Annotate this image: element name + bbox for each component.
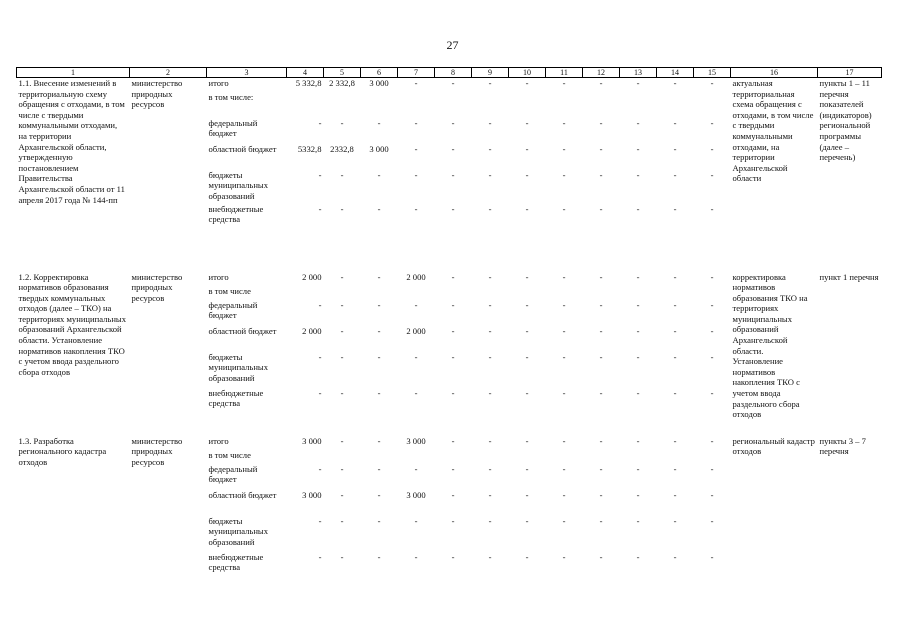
funding-value: - xyxy=(318,351,322,362)
column-number: 10 xyxy=(509,68,546,78)
funding-value: - xyxy=(451,515,455,526)
funding-value: - xyxy=(562,515,566,526)
funding-value: - xyxy=(673,203,677,214)
funding-value: - xyxy=(673,489,677,500)
funding-value: - xyxy=(377,551,381,562)
funding-value: 2 000 xyxy=(406,325,426,336)
funding-value xyxy=(620,92,657,118)
funding-value: - xyxy=(673,271,677,282)
funding-value: - xyxy=(673,117,677,128)
measure-title: 1.1. Внесение изменений в территориальную схему обращения с отходами, в том числе с твердыми коммунальными отходами, на территории Архангельской области, утвержденную постановлением Правительства Архангельской области от 11 апреля 2017 года № 144-пп xyxy=(18,78,125,205)
funding-value xyxy=(398,450,435,464)
block-spacer-cell xyxy=(17,422,882,436)
table-row xyxy=(17,272,882,286)
funding-value xyxy=(472,450,509,464)
funding-value xyxy=(287,450,324,464)
funding-value: - xyxy=(340,463,344,474)
funding-value xyxy=(583,92,620,118)
funding-value: - xyxy=(488,489,492,500)
funding-value: - xyxy=(599,351,603,362)
funding-value: - xyxy=(599,117,603,128)
funding-source-label: бюджеты муниципальных образований xyxy=(208,351,268,383)
funding-value: - xyxy=(562,169,566,180)
funding-value: - xyxy=(562,351,566,362)
funding-source-label: бюджеты муниципальных образований xyxy=(208,169,268,201)
funding-value: - xyxy=(673,78,677,88)
responsible-executor: министерство природных ресурсов xyxy=(131,78,183,110)
funding-value: - xyxy=(525,203,529,214)
column-number: 3 xyxy=(207,68,287,78)
funding-value: - xyxy=(340,271,344,282)
funding-value: - xyxy=(488,117,492,128)
funding-value: 2 000 xyxy=(302,271,322,282)
funding-value: - xyxy=(562,387,566,398)
funding-value: - xyxy=(377,387,381,398)
column-number: 4 xyxy=(287,68,324,78)
funding-value: - xyxy=(562,78,566,88)
funding-value xyxy=(287,92,324,118)
funding-value: 3 000 xyxy=(406,435,426,446)
funding-value: - xyxy=(562,203,566,214)
funding-value: - xyxy=(562,271,566,282)
funding-value xyxy=(694,450,731,464)
funding-value: - xyxy=(340,435,344,446)
funding-value: - xyxy=(318,117,322,128)
funding-value: - xyxy=(377,271,381,282)
funding-value: - xyxy=(525,387,529,398)
funding-value: - xyxy=(414,515,418,526)
funding-value: 3 000 xyxy=(406,489,426,500)
funding-value: - xyxy=(525,78,529,88)
column-number: 6 xyxy=(361,68,398,78)
funding-value: - xyxy=(599,78,603,88)
funding-value: - xyxy=(562,117,566,128)
funding-value: - xyxy=(673,325,677,336)
funding-source-label: федеральный бюджет xyxy=(208,117,258,139)
funding-value: 5332,8 xyxy=(297,143,322,154)
funding-value: - xyxy=(636,143,640,154)
funding-value: - xyxy=(340,551,344,562)
page-number: 27 xyxy=(446,38,459,52)
funding-value: - xyxy=(451,78,455,88)
funding-value: - xyxy=(710,271,714,282)
funding-value xyxy=(546,286,583,300)
funding-value: - xyxy=(414,299,418,310)
funding-value xyxy=(287,286,324,300)
funding-value: - xyxy=(451,143,455,154)
funding-value: - xyxy=(710,489,714,500)
funding-value: - xyxy=(636,203,640,214)
funding-value: - xyxy=(525,551,529,562)
funding-value: - xyxy=(318,203,322,214)
funding-value: - xyxy=(636,325,640,336)
column-number: 16 xyxy=(731,68,818,78)
funding-value: - xyxy=(525,117,529,128)
funding-value: - xyxy=(599,551,603,562)
funding-value: - xyxy=(673,435,677,446)
funding-value: - xyxy=(340,325,344,336)
funding-source-label: областной бюджет xyxy=(208,143,277,154)
funding-value: 3 000 xyxy=(369,143,389,154)
funding-value: - xyxy=(673,387,677,398)
funding-value: - xyxy=(488,387,492,398)
funding-value: - xyxy=(451,299,455,310)
funding-value: - xyxy=(562,463,566,474)
funding-value: - xyxy=(414,551,418,562)
funding-value: - xyxy=(414,203,418,214)
funding-value: - xyxy=(636,551,640,562)
funding-value xyxy=(435,450,472,464)
funding-value: - xyxy=(636,78,640,88)
funding-source-label: в том числе xyxy=(208,285,251,296)
funding-value: - xyxy=(710,169,714,180)
funding-value: - xyxy=(318,551,322,562)
funding-value: - xyxy=(451,169,455,180)
funding-value: - xyxy=(562,551,566,562)
block-spacer xyxy=(17,422,882,436)
funding-source-label: федеральный бюджет xyxy=(208,299,258,321)
funding-value: - xyxy=(488,515,492,526)
funding-value xyxy=(324,450,361,464)
column-number: 14 xyxy=(657,68,694,78)
funding-value: - xyxy=(599,299,603,310)
funding-value: - xyxy=(710,203,714,214)
funding-value: 2 000 xyxy=(406,271,426,282)
funding-value xyxy=(435,92,472,118)
funding-value: - xyxy=(710,387,714,398)
funding-value: - xyxy=(318,299,322,310)
funding-value: - xyxy=(318,463,322,474)
funding-value: - xyxy=(636,489,640,500)
funding-value: - xyxy=(525,515,529,526)
funding-source-label: внебюджетные средства xyxy=(208,387,264,409)
funding-value: - xyxy=(525,299,529,310)
funding-value: - xyxy=(340,489,344,500)
funding-value: - xyxy=(562,325,566,336)
funding-value: - xyxy=(636,387,640,398)
funding-value: - xyxy=(414,387,418,398)
funding-value: - xyxy=(318,169,322,180)
funding-value: - xyxy=(673,463,677,474)
funding-value: - xyxy=(562,299,566,310)
funding-value: - xyxy=(636,435,640,446)
funding-source-label: областной бюджет xyxy=(208,325,277,336)
funding-value: 5 332,8 xyxy=(295,78,322,88)
column-number: 5 xyxy=(324,68,361,78)
funding-value: - xyxy=(636,169,640,180)
funding-source-label: итого xyxy=(208,435,229,446)
funding-value: - xyxy=(377,515,381,526)
funding-value: 3 000 xyxy=(369,78,389,88)
funding-value: - xyxy=(525,435,529,446)
funding-value: - xyxy=(562,489,566,500)
funding-value: - xyxy=(636,299,640,310)
funding-value: 2332,8 xyxy=(330,143,354,154)
funding-value: - xyxy=(414,463,418,474)
funding-value xyxy=(324,286,361,300)
indicator-link: пункты 3 – 7 перечня xyxy=(819,435,866,457)
funding-value: - xyxy=(340,117,344,128)
funding-value: - xyxy=(673,299,677,310)
funding-value: - xyxy=(377,169,381,180)
funding-value: - xyxy=(599,271,603,282)
funding-value: - xyxy=(377,325,381,336)
funding-value xyxy=(361,450,398,464)
funding-value: - xyxy=(377,351,381,362)
column-number: 2 xyxy=(130,68,207,78)
column-number: 15 xyxy=(694,68,731,78)
funding-value: - xyxy=(488,299,492,310)
funding-value: - xyxy=(488,325,492,336)
funding-value xyxy=(546,92,583,118)
funding-value: - xyxy=(710,117,714,128)
funding-value: - xyxy=(414,169,418,180)
funding-value: - xyxy=(525,143,529,154)
funding-value: - xyxy=(636,271,640,282)
funding-value: - xyxy=(488,143,492,154)
funding-value: 3 000 xyxy=(302,435,322,446)
expected-result: корректировка нормативов образования ТКО на территориях муниципальных образований Архангельской области. Установление нормативов накопления ТКО с учетом ввода раздельного сбора отходов xyxy=(732,271,808,420)
funding-source-label: в том числе xyxy=(208,449,251,460)
column-number: 9 xyxy=(472,68,509,78)
block-spacer xyxy=(17,254,882,272)
funding-value: - xyxy=(636,351,640,362)
table-row xyxy=(17,78,882,92)
funding-value: - xyxy=(525,489,529,500)
funding-value xyxy=(657,286,694,300)
funding-value xyxy=(546,450,583,464)
funding-value: - xyxy=(377,203,381,214)
funding-value: - xyxy=(599,203,603,214)
funding-value xyxy=(398,286,435,300)
funding-source-label: федеральный бюджет xyxy=(208,463,258,485)
responsible-executor: министерство природных ресурсов xyxy=(131,271,183,303)
funding-value: - xyxy=(488,271,492,282)
funding-value: - xyxy=(451,435,455,446)
funding-value xyxy=(361,286,398,300)
funding-value: - xyxy=(599,463,603,474)
column-number: 1 xyxy=(17,68,130,78)
funding-value: - xyxy=(414,143,418,154)
funding-value: 2 000 xyxy=(302,325,322,336)
funding-value: - xyxy=(488,435,492,446)
funding-value xyxy=(398,92,435,118)
funding-value: - xyxy=(340,351,344,362)
column-number: 12 xyxy=(583,68,620,78)
funding-value: - xyxy=(673,515,677,526)
funding-value: - xyxy=(451,489,455,500)
funding-value: - xyxy=(673,143,677,154)
column-number: 7 xyxy=(398,68,435,78)
funding-value: - xyxy=(599,387,603,398)
funding-value: - xyxy=(636,515,640,526)
funding-value: - xyxy=(340,203,344,214)
funding-value: - xyxy=(710,143,714,154)
funding-value: - xyxy=(451,203,455,214)
funding-value xyxy=(657,92,694,118)
column-number: 8 xyxy=(435,68,472,78)
funding-value: - xyxy=(673,169,677,180)
funding-value: - xyxy=(318,515,322,526)
funding-value: - xyxy=(636,463,640,474)
funding-value: - xyxy=(377,435,381,446)
block-spacer-cell xyxy=(17,254,882,272)
funding-value xyxy=(694,286,731,300)
funding-value: - xyxy=(636,117,640,128)
funding-value: - xyxy=(673,351,677,362)
funding-value: - xyxy=(525,271,529,282)
funding-value: - xyxy=(525,325,529,336)
indicator-link: пункт 1 перечня xyxy=(819,271,879,282)
funding-source-label: внебюджетные средства xyxy=(208,551,264,573)
funding-value: - xyxy=(340,299,344,310)
funding-value: - xyxy=(451,387,455,398)
funding-value xyxy=(620,286,657,300)
column-number: 17 xyxy=(818,68,882,78)
funding-value xyxy=(509,450,546,464)
funding-value: - xyxy=(599,515,603,526)
funding-source-label: внебюджетные средства xyxy=(208,203,264,225)
funding-value: - xyxy=(599,143,603,154)
funding-value: - xyxy=(451,463,455,474)
table-row xyxy=(17,436,882,450)
funding-source-label: в том числе: xyxy=(208,91,254,102)
funding-value: - xyxy=(451,551,455,562)
funding-value: - xyxy=(488,351,492,362)
column-number: 11 xyxy=(546,68,583,78)
funding-value: - xyxy=(414,117,418,128)
funding-value: - xyxy=(451,117,455,128)
expected-result: актуальная территориальная схема обращения с отходами, в том числе с твердыми коммунальными отходами, на территории Архангельской области xyxy=(732,78,814,184)
funding-value: - xyxy=(599,169,603,180)
funding-value: - xyxy=(488,78,492,88)
funding-value: - xyxy=(414,351,418,362)
funding-value xyxy=(509,286,546,300)
funding-value: - xyxy=(451,351,455,362)
funding-value: 3 000 xyxy=(302,489,322,500)
program-table xyxy=(16,67,882,576)
funding-value xyxy=(583,286,620,300)
funding-value: - xyxy=(377,489,381,500)
funding-source-label: бюджеты муниципальных образований xyxy=(208,515,268,547)
funding-value: - xyxy=(710,515,714,526)
responsible-executor: министерство природных ресурсов xyxy=(131,435,183,467)
funding-source-label: итого xyxy=(208,78,229,88)
funding-value: - xyxy=(710,351,714,362)
funding-value: - xyxy=(377,299,381,310)
funding-source-label: итого xyxy=(208,271,229,282)
funding-value: - xyxy=(673,551,677,562)
funding-value xyxy=(657,450,694,464)
funding-value: - xyxy=(710,435,714,446)
funding-value: - xyxy=(488,551,492,562)
funding-source-label: областной бюджет xyxy=(208,489,277,500)
funding-value: - xyxy=(599,489,603,500)
funding-value: - xyxy=(414,78,418,88)
funding-value xyxy=(472,286,509,300)
funding-value xyxy=(620,450,657,464)
column-number-row xyxy=(17,68,882,78)
indicator-link: пункты 1 – 11 перечня показателей (индикаторов) региональной программы (далее – перечень) xyxy=(819,78,872,163)
funding-value: - xyxy=(488,463,492,474)
funding-value xyxy=(472,92,509,118)
funding-value: - xyxy=(377,463,381,474)
funding-value: - xyxy=(340,387,344,398)
funding-value: - xyxy=(488,169,492,180)
funding-value: - xyxy=(710,325,714,336)
funding-value: - xyxy=(525,351,529,362)
funding-value: - xyxy=(599,435,603,446)
funding-value: - xyxy=(525,169,529,180)
funding-value xyxy=(694,92,731,118)
funding-value: - xyxy=(562,143,566,154)
funding-value xyxy=(583,450,620,464)
funding-value: - xyxy=(710,463,714,474)
measure-title: 1.3. Разработка регионального кадастра отходов xyxy=(18,435,107,467)
funding-value xyxy=(435,286,472,300)
funding-value: 2 332,8 xyxy=(329,78,355,88)
funding-value: - xyxy=(710,299,714,310)
funding-value: - xyxy=(599,325,603,336)
funding-value: - xyxy=(318,387,322,398)
funding-value xyxy=(324,92,361,118)
funding-value: - xyxy=(451,325,455,336)
funding-value: - xyxy=(488,203,492,214)
funding-value: - xyxy=(710,551,714,562)
funding-value: - xyxy=(377,117,381,128)
funding-value xyxy=(509,92,546,118)
funding-value: - xyxy=(451,271,455,282)
measure-title: 1.2. Корректировка нормативов образования твердых коммунальных отходов (далее – ТКО) на территориях муниципальных образований Архангельской области. Установление нормативов накопления ТКО с учетом ввода раздельного сбора отходов xyxy=(18,271,126,377)
funding-value: - xyxy=(562,435,566,446)
expected-result: региональный кадастр отходов xyxy=(732,435,815,457)
funding-value: - xyxy=(340,515,344,526)
column-number: 13 xyxy=(620,68,657,78)
funding-value xyxy=(361,92,398,118)
funding-value: - xyxy=(340,169,344,180)
funding-value: - xyxy=(710,78,714,88)
funding-value: - xyxy=(525,463,529,474)
